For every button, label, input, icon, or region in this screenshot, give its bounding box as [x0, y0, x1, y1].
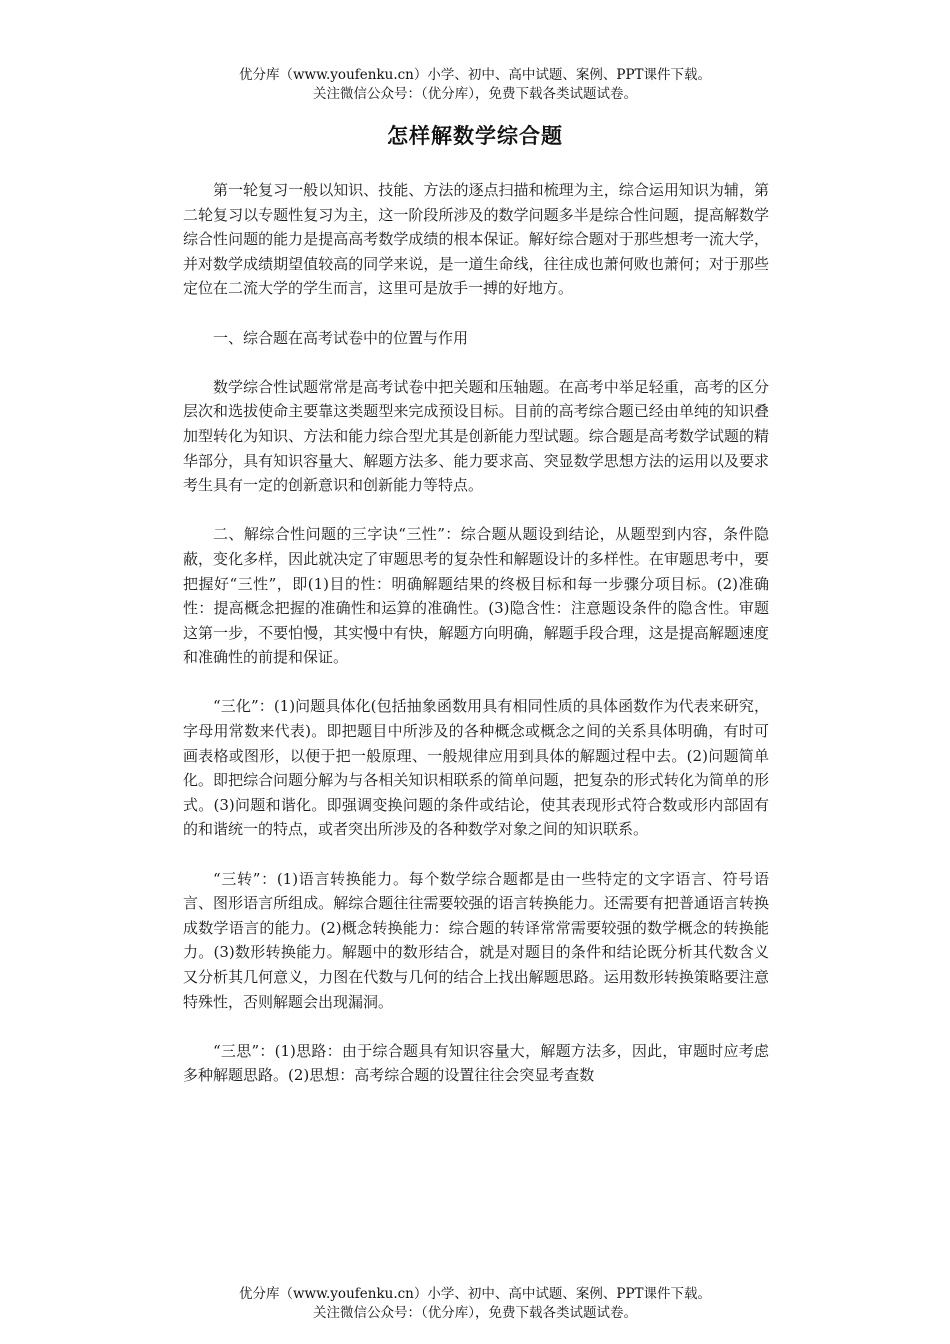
document-body	[183, 178, 769, 1113]
section-heading-1: 一、综合题在高考试卷中的位置与作用	[213, 328, 469, 347]
header-line-1: 优分库（www.youfenku.cn）小学、初中、高中试题、案例、PPT课件下载。	[238, 67, 712, 83]
page-footer	[0, 1285, 950, 1323]
paragraph-three-conversions: “三转”：(1)语言转换能力。每个数学综合题都是由一些特定的文字语言、符号语言、图形语言所组成。解综合题往往需要较强的语言转换能力。还需要有把普通语言转换成数学语言的能力。(2)概念转换能力：综合题的转译常常需要较强的数学概念的转换能力。(3)数形转换能力。解题中的数形结合，就是对题目的条件和结论既分析其代数含义又分析其几何意义，力图在代数与几何的结合上找出解题思路。运用数形转换策略要注意特殊性，否则解题会出现漏洞。	[183, 869, 769, 1011]
footer-line-1: 优分库（www.youfenku.cn）小学、初中、高中试题、案例、PPT课件下载。	[238, 1286, 712, 1302]
footer-line-2: 关注微信公众号：（优分库），免费下载各类试题试卷。	[313, 1305, 637, 1321]
paragraph-three-properties: 二、解综合性问题的三字诀“三性”：综合题从题设到结论，从题型到内容，条件隐蔽，变化多样，因此就决定了审题思考的复杂性和解题设计的多样性。在审题思考中，要把握好“三性”，即(1)目的性：明确解题结果的终极目标和每一步骤分项目标。(2)准确性：提高概念把握的准确性和运算的准确性。(3)隐含性：注意题设条件的隐含性。审题这第一步，不要怕慢，其实慢中有快，解题方向明确，解题手段合理，这是提高解题速度和准确性的前提和保证。	[183, 525, 769, 667]
paragraph-intro: 第一轮复习一般以知识、技能、方法的逐点扫描和梳理为主，综合运用知识为辅，第二轮复习以专题性复习为主，这一阶段所涉及的数学问题多半是综合性问题，提高解数学综合性问题的能力是提高高考数学成绩的根本保证。解好综合题对于那些想考一流大学，并对数学成绩期望值较高的同学来说，是一道生命线，往往成也萧何败也萧何；对于那些定位在二流大学的学生而言，这里可是放手一搏的好地方。	[183, 181, 769, 298]
paragraph-three-simplifications: “三化”：(1)问题具体化(包括抽象函数用具有相同性质的具体函数作为代表来研究，字母用常数来代表)。即把题目中所涉及的各种概念或概念之间的关系具体明确，有时可画表格或图形，以便于把一般原理、一般规律应用到具体的解题过程中去。(2)问题简单化。即把综合问题分解为与各相关知识相联系的简单问题，把复杂的形式转化为简单的形式。(3)问题和谐化。即强调变换问题的条件或结论，使其表现形式符合数或形内部固有的和谐统一的特点，或者突出所涉及的各种数学对象之间的知识联系。	[183, 697, 769, 839]
page-header	[0, 66, 950, 104]
paragraph-three-thoughts: “三思”：(1)思路：由于综合题具有知识容量大，解题方法多，因此，审题时应考虑多种解题思路。(2)思想：高考综合题的设置往往会突显考查数	[183, 1041, 769, 1085]
header-line-2: 关注微信公众号：（优分库），免费下载各类试题试卷。	[313, 86, 637, 102]
paragraph-position-role: 数学综合性试题常常是高考试卷中把关题和压轴题。在高考中举足轻重，高考的区分层次和选拔使命主要靠这类题型来完成预设目标。目前的高考综合题已经由单纯的知识叠加型转化为知识、方法和能力综合型尤其是创新能力型试题。综合题是高考数学试题的精华部分，具有知识容量大、解题方法多、能力要求高、突显数学思想方法的运用以及要求考生具有一定的创新意识和创新能力等特点。	[183, 377, 769, 495]
document-title: 怎样解数学综合题	[387, 123, 563, 148]
